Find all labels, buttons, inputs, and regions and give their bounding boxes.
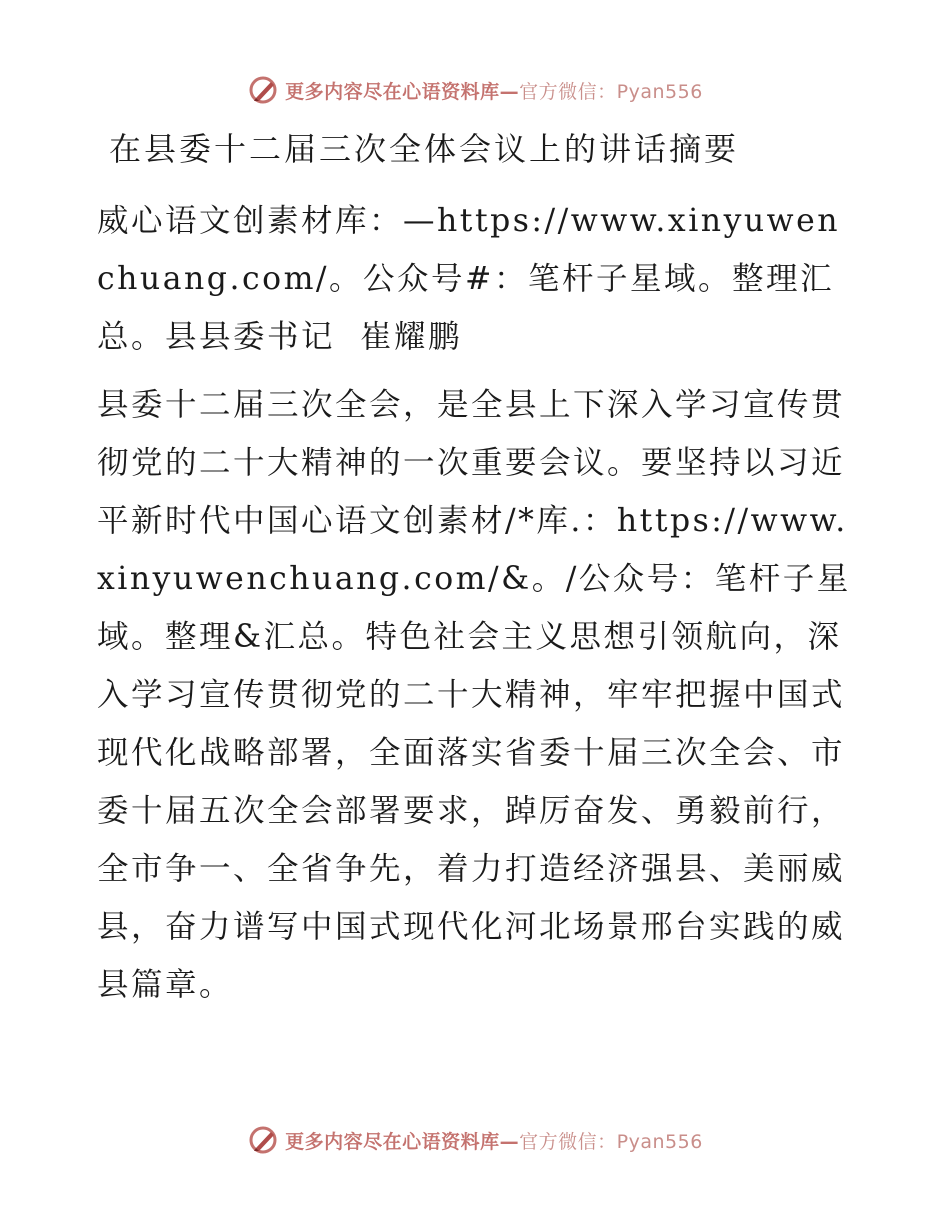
footer-banner-text (285, 1127, 703, 1154)
document-title: 在县委十二届三次全体会议上的讲话摘要 (109, 130, 740, 168)
paragraph-source: 威心语文创素材库：—https://www.xinyuwenchuang.com/。公众号#：笔杆子星域。整理汇总。县县委书记 崔耀鹏 (97, 203, 841, 355)
paragraph-main: 县委十二届三次全会，是全县上下深入学习宣传贯彻党的二十大精神的一次重要会议。要坚持以习近平新时代中国心语文创素材/*库.：https://www.xinyuwenchuang.com/&。/公众号：笔杆子星域。整理&汇总。特色社会主义思想引领航向，深入学习宣传贯彻党的二十大精神，牢牢把握中国式现代化战略部署，全面落实省委十届三次全会、市委十届五次全会部署要求，踔厉奋发、勇毅前行，全市争一、全省争先，着力打造经济强县、美丽威县，奋力谱写中国式现代化河北场景邢台实践的威县篇章。 (97, 387, 851, 1003)
header-banner (0, 70, 950, 110)
footer-banner-main: 更多内容尽在心语资料库— (285, 1130, 520, 1153)
header-banner-text (285, 77, 703, 104)
pen-circle-logo-icon (247, 74, 279, 106)
footer-banner (0, 1120, 950, 1160)
footer-banner-wechat: 官方微信：Pyan556 (519, 1130, 703, 1153)
header-banner-wechat: 官方微信：Pyan556 (519, 80, 703, 103)
document-body (97, 120, 857, 1024)
header-banner-main: 更多内容尽在心语资料库— (285, 80, 520, 103)
pen-circle-logo-icon (247, 1124, 279, 1156)
